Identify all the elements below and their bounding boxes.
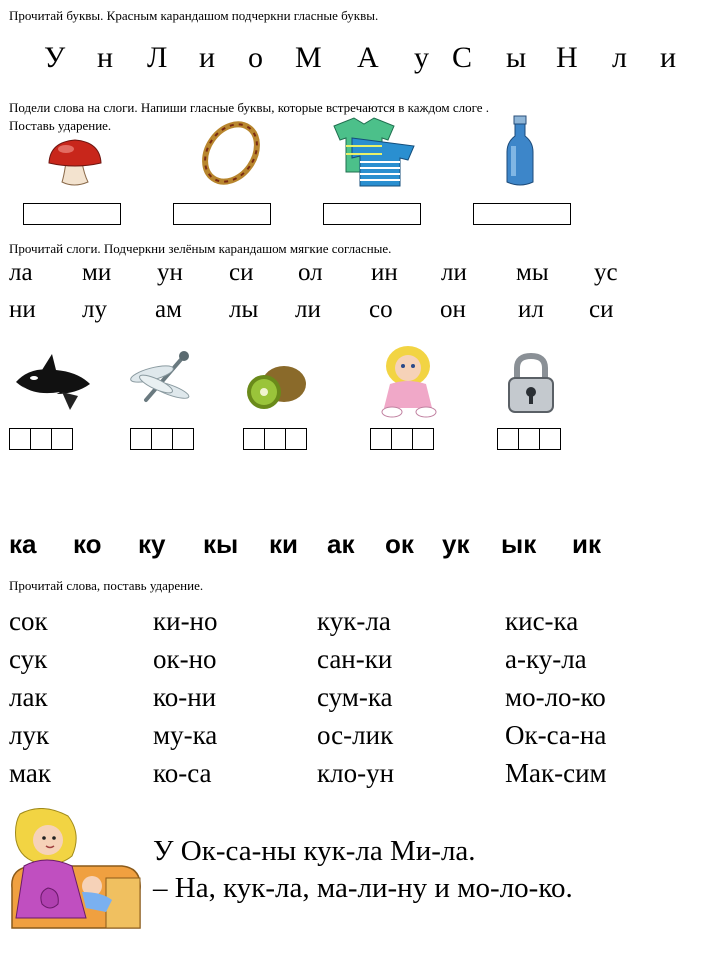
orca-icon (12, 352, 92, 414)
letter: А (357, 41, 379, 74)
syllable: лу (82, 296, 107, 323)
task1-instruction: Прочитай буквы. Красным карандашом подчеркни гласные буквы. (9, 8, 379, 23)
syllable: он (440, 296, 466, 323)
cells-kiwi[interactable] (243, 428, 307, 450)
syllable: мы (516, 259, 549, 286)
girl-with-doll-icon (2, 808, 146, 934)
k-syllable: ко (73, 529, 102, 559)
letters-row (0, 38, 720, 78)
syllable: ни (9, 296, 36, 323)
letter: н (97, 41, 114, 74)
syllable: ол (298, 259, 323, 286)
story-line-2: – На, кук-ла, ма-ли-ну и мо-ло-ко. (153, 872, 573, 904)
letter: и (660, 41, 677, 74)
doll-icon (370, 344, 446, 418)
k-syllable: ик (572, 529, 601, 559)
cells-orca[interactable] (9, 428, 73, 450)
word: а-ку-ла (505, 644, 587, 674)
hoop-icon (197, 118, 265, 188)
syllable: си (229, 259, 254, 286)
word: сук (9, 644, 48, 674)
word: ос-лик (317, 720, 394, 750)
word: ко-са (153, 758, 212, 788)
word: ки-но (153, 606, 218, 636)
word: мо-ло-ко (505, 682, 606, 712)
syllable: со (369, 296, 393, 323)
answer-box-shirts[interactable] (323, 203, 421, 225)
k-syllable: ок (385, 529, 414, 559)
letter: и (199, 41, 216, 74)
word: сан-ки (317, 644, 393, 674)
shirts-icon (330, 116, 416, 188)
cells-padlock[interactable] (497, 428, 561, 450)
syllable: ми (82, 259, 112, 286)
k-syllable: ку (138, 529, 166, 559)
syllable: ам (155, 296, 182, 323)
answer-box-mushroom[interactable] (23, 203, 121, 225)
word: му-ка (153, 720, 218, 750)
syllable: лы (229, 296, 259, 323)
kiwi-icon (240, 364, 308, 410)
letter: С (452, 41, 473, 74)
k-syllable: ак (327, 529, 355, 559)
syllable: ла (9, 259, 33, 286)
syllable: ли (295, 296, 321, 323)
word: кло-ун (317, 758, 395, 788)
story-line-1: У Ок-са-ны кук-ла Ми-ла. (153, 835, 476, 867)
syllable: ун (157, 259, 183, 286)
word: лук (9, 720, 50, 750)
word: Ок-са-на (505, 720, 607, 750)
k-syllable: ук (442, 529, 470, 559)
letter: у (414, 41, 429, 74)
k-syllable: ки (269, 529, 298, 559)
letter: Л (147, 41, 168, 74)
cells-dragonfly[interactable] (130, 428, 194, 450)
task4-instruction: Прочитай слова, поставь ударение. (9, 578, 204, 593)
mushroom-icon (46, 136, 104, 188)
k-syllable: ык (501, 529, 537, 559)
word: сум-ка (317, 682, 393, 712)
k-syllable: ка (9, 529, 37, 559)
letter: л (612, 41, 627, 74)
letter: ы (506, 41, 527, 74)
answer-box-hoop[interactable] (173, 203, 271, 225)
k-syllable: кы (203, 529, 239, 559)
syllable: ус (594, 259, 618, 286)
padlock-icon (503, 352, 559, 416)
syllable: ил (518, 296, 544, 323)
word: лак (9, 682, 48, 712)
task2-instruction-line1: Подели слова на слоги. Напиши гласные буквы, которые встречаются в каждом слоге . (9, 100, 490, 115)
word: ок-но (153, 644, 217, 674)
letter: М (295, 41, 322, 74)
word: Мак-сим (505, 758, 607, 788)
letter: Н (556, 41, 578, 74)
word: кис-ка (505, 606, 579, 636)
syllable: ин (371, 259, 398, 286)
bottle-icon (503, 114, 537, 188)
task2-instruction-line2: Поставь ударение. (9, 118, 112, 133)
word: кук-ла (317, 606, 391, 636)
word: мак (9, 758, 52, 788)
cells-doll[interactable] (370, 428, 434, 450)
letter: У (44, 41, 66, 74)
dragonfly-icon (126, 348, 194, 412)
answer-box-bottle[interactable] (473, 203, 571, 225)
syllable: ли (441, 259, 467, 286)
letter: о (248, 41, 263, 74)
syllable: си (589, 296, 614, 323)
task3-instruction: Прочитай слоги. Подчеркни зелёным карандашом мягкие согласные. (9, 241, 392, 256)
word: сок (9, 606, 48, 636)
word: ко-ни (153, 682, 217, 712)
